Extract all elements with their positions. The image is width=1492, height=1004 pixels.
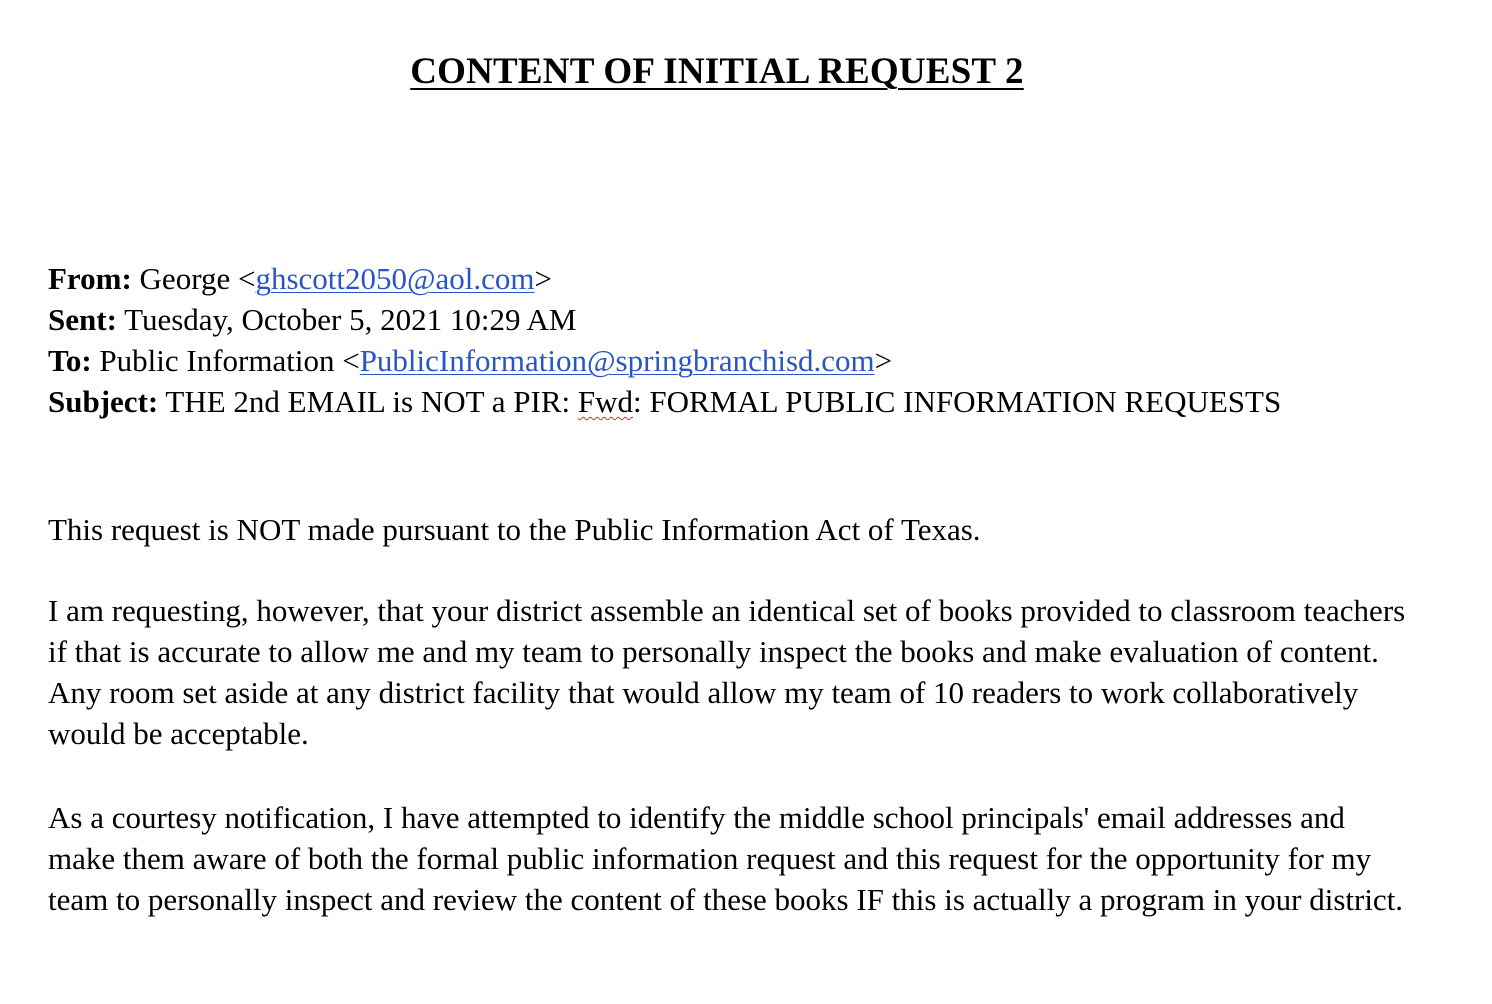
- sent-line: [48, 299, 1348, 340]
- from-name: George <: [139, 261, 256, 296]
- body-paragraph-3: As a courtesy notification, I have attempted to identify the middle school principals' email addresses and make them aware of both the formal public information request and this request for the opportunity for my team to personally inspect and review the content of these books IF this is actually a program in your district.: [48, 800, 1404, 917]
- spellcheck-flagged-word[interactable]: Fwd: [577, 384, 634, 419]
- to-line: [48, 340, 1348, 381]
- to-label: To:: [48, 343, 92, 378]
- subject-line: [48, 381, 1348, 422]
- body-paragraph-2: I am requesting, however, that your district assemble an identical set of books provided to classroom teachers if that is accurate to allow me and my team to personally inspect the books and make evaluation of content. Any room set aside at any district facility that would allow my team of 10 readers to work collaboratively would be acceptable.: [48, 593, 1406, 751]
- subject-text-end: : FORMAL PUBLIC INFORMATION REQUESTS: [633, 384, 1282, 419]
- body-paragraph-1: This request is NOT made pursuant to the Public Information Act of Texas.: [48, 512, 981, 547]
- to-name: Public Information <: [99, 343, 360, 378]
- to-email-link[interactable]: PublicInformation@springbranchisd.com: [359, 343, 875, 378]
- page-title: CONTENT OF INITIAL REQUEST 2: [410, 51, 1024, 92]
- from-line: [48, 258, 1348, 299]
- subject-text-start: THE 2nd EMAIL is NOT a PIR:: [165, 384, 578, 419]
- subject-label: Subject:: [48, 384, 159, 419]
- sent-value: Tuesday, October 5, 2021 10:29 AM: [124, 302, 577, 337]
- email-header: [48, 258, 1348, 422]
- to-suffix: >: [874, 343, 893, 378]
- from-email-link[interactable]: ghscott2050@aol.com: [255, 261, 535, 296]
- sent-label: Sent:: [48, 302, 117, 337]
- from-suffix: >: [534, 261, 553, 296]
- from-label: From:: [48, 261, 132, 296]
